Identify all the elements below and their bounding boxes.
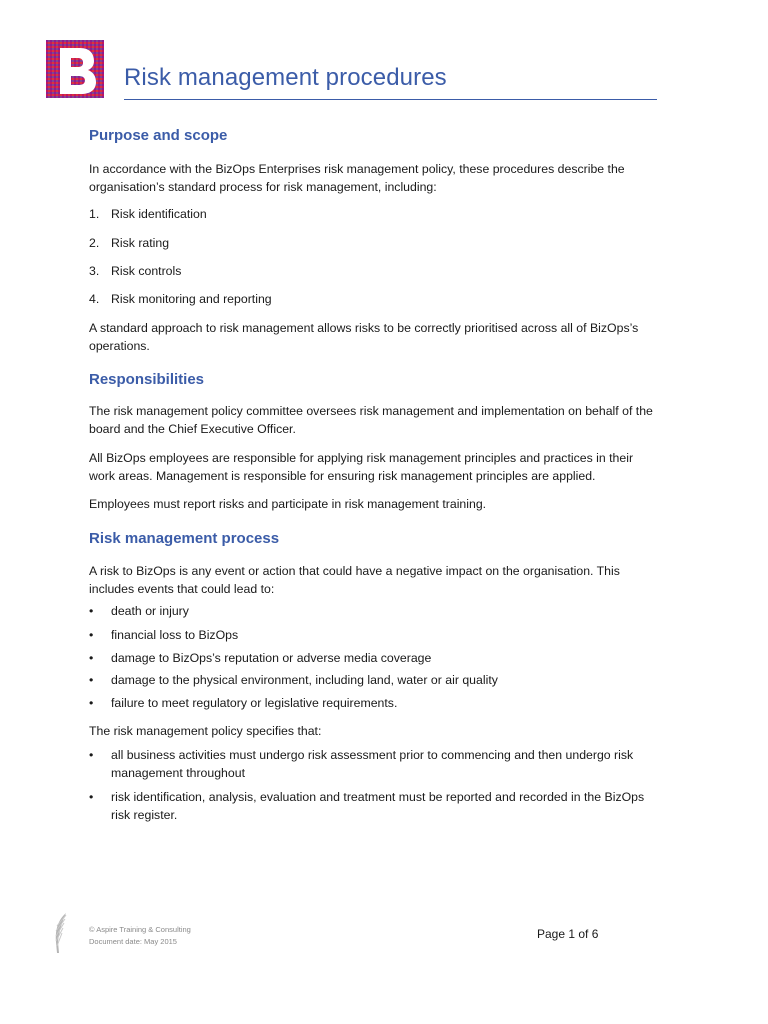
list-label: damage to the physical environment, including land, water or air quality bbox=[111, 673, 498, 687]
page-title: Risk management procedures bbox=[124, 64, 447, 91]
aspire-feather-icon bbox=[52, 912, 72, 954]
list-number: 1. bbox=[89, 207, 100, 221]
list-label: risk identification, analysis, evaluation and treatment must be reported and recorded in the BizOps risk register. bbox=[111, 790, 645, 822]
heading-risk-process: Risk management process bbox=[89, 530, 280, 547]
responsibilities-paragraph: The risk management policy committee oversees risk management and implementation on behalf of the board and the Chief Executive Officer. bbox=[89, 404, 653, 436]
list-item bbox=[89, 649, 657, 667]
list-label: financial loss to BizOps bbox=[111, 628, 239, 642]
list-label: Risk monitoring and reporting bbox=[111, 292, 272, 306]
list-number: 3. bbox=[89, 264, 100, 278]
list-label: death or injury bbox=[111, 604, 189, 618]
footer-document-date: Document date: May 2015 bbox=[89, 937, 177, 946]
bizops-logo-graphic bbox=[46, 40, 104, 98]
heading-purpose-scope: Purpose and scope bbox=[89, 127, 228, 144]
purpose-closing: A standard approach to risk management allows risks to be correctly prioritised across all of BizOps’s operations. bbox=[89, 321, 639, 353]
list-label: Risk controls bbox=[111, 264, 182, 278]
list-label: all business activities must undergo risk assessment prior to commencing and then undergo risk management throughout bbox=[111, 748, 634, 780]
list-label: Risk identification bbox=[111, 207, 207, 221]
list-label: Risk rating bbox=[111, 236, 170, 250]
bullet-glyph: • bbox=[89, 628, 94, 642]
bullet-glyph: • bbox=[89, 604, 94, 618]
list-item bbox=[89, 626, 657, 644]
list-item bbox=[89, 671, 657, 689]
title-divider bbox=[124, 99, 657, 100]
list-item bbox=[89, 205, 207, 223]
footer-copyright: © Aspire Training & Consulting bbox=[89, 925, 191, 934]
list-item bbox=[89, 234, 169, 252]
list-label: damage to BizOps’s reputation or adverse media coverage bbox=[111, 651, 432, 665]
bullet-glyph: • bbox=[89, 673, 94, 687]
list-item bbox=[89, 788, 657, 824]
purpose-intro: In accordance with the BizOps Enterprises risk management policy, these procedures describe the organisation’s standard process for risk management, including: bbox=[89, 162, 625, 194]
list-number: 4. bbox=[89, 292, 100, 306]
heading-responsibilities: Responsibilities bbox=[89, 371, 205, 388]
bullet-glyph: • bbox=[89, 790, 94, 804]
policy-intro: The risk management policy specifies that: bbox=[89, 724, 322, 738]
list-item bbox=[89, 290, 272, 308]
page-number: Page 1 of 6 bbox=[537, 927, 599, 941]
bullet-glyph: • bbox=[89, 748, 94, 762]
list-item bbox=[89, 602, 657, 620]
list-number: 2. bbox=[89, 236, 100, 250]
bullet-glyph: • bbox=[89, 651, 94, 665]
process-intro: A risk to BizOps is any event or action that could have a negative impact on the organisation. This includes events that could lead to: bbox=[89, 564, 620, 596]
list-item bbox=[89, 746, 657, 782]
responsibilities-paragraph: All BizOps employees are responsible for applying risk management principles and practices in their work areas. Management is responsible for ensuring risk management principles are applied. bbox=[89, 451, 634, 483]
list-item bbox=[89, 694, 657, 712]
bullet-glyph: • bbox=[89, 696, 94, 710]
feather-graphic bbox=[52, 912, 72, 954]
responsibilities-paragraph: Employees must report risks and participate in risk management training. bbox=[89, 497, 487, 511]
list-item bbox=[89, 262, 181, 280]
bizops-logo bbox=[46, 40, 104, 98]
list-label: failure to meet regulatory or legislative requirements. bbox=[111, 696, 398, 710]
